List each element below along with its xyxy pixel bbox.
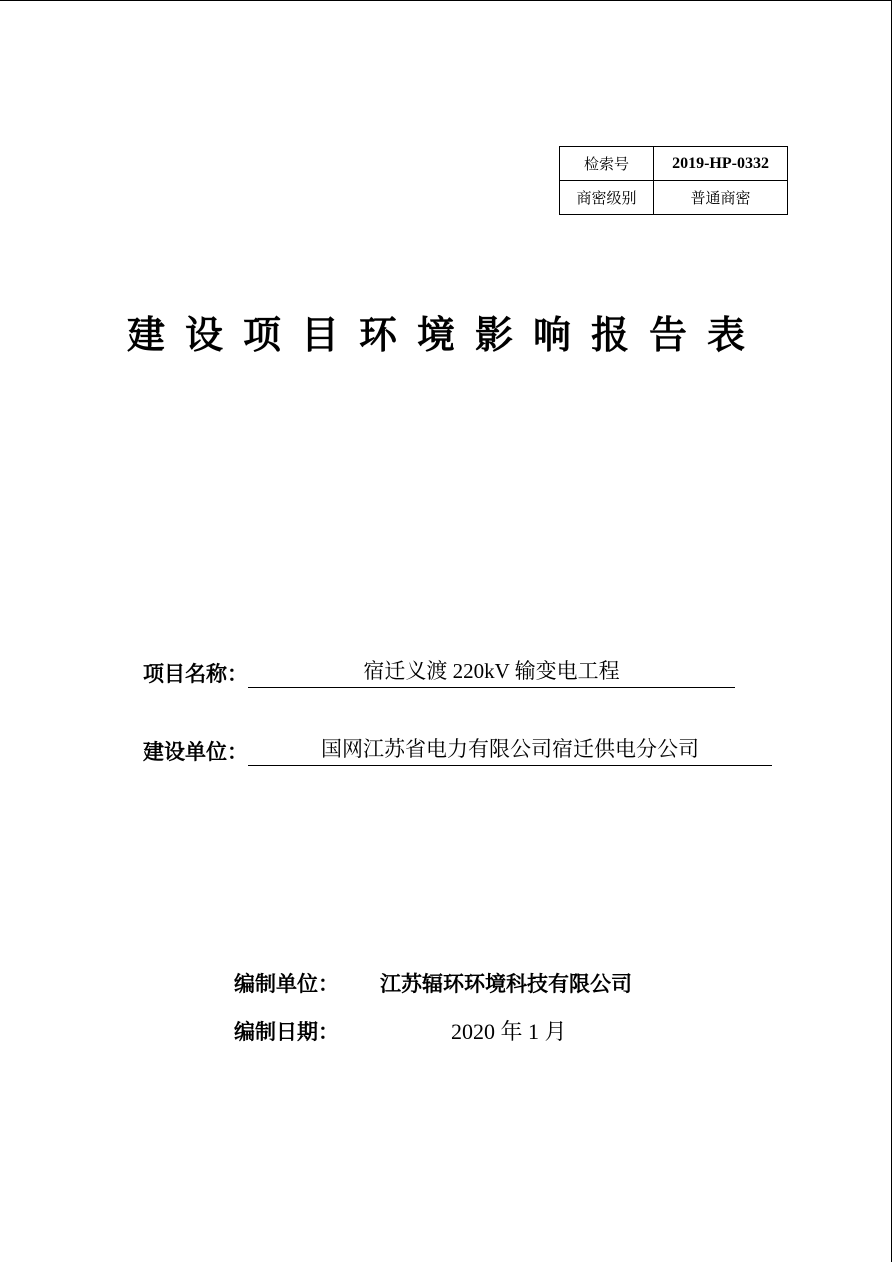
compiler-label: 编制单位： [234, 972, 339, 996]
meta-table [559, 146, 788, 215]
date-label: 编制日期： [234, 1020, 339, 1044]
builder-value: 国网江苏省电力有限公司宿迁供电分公司 [248, 733, 772, 766]
secret-value: 普通商密 [654, 181, 788, 215]
secret-label: 商密级别 [560, 181, 654, 215]
project-name-value: 宿迁义渡 220kV 输变电工程 [248, 655, 735, 688]
builder-row [143, 733, 772, 766]
project-name-label: 项目名称： [143, 662, 248, 686]
index-label: 检索号 [560, 147, 654, 181]
index-row [560, 147, 788, 181]
index-value: 2019-HP-0332 [654, 147, 788, 181]
project-name-row [143, 655, 735, 688]
secret-row [560, 181, 788, 215]
compiler-value: 江苏辐环环境科技有限公司 [380, 972, 632, 996]
date-value: 2020 年 1 月 [451, 1019, 567, 1044]
document-title: 建设项目环境影响报告表 [126, 313, 765, 357]
builder-label: 建设单位： [143, 740, 248, 764]
